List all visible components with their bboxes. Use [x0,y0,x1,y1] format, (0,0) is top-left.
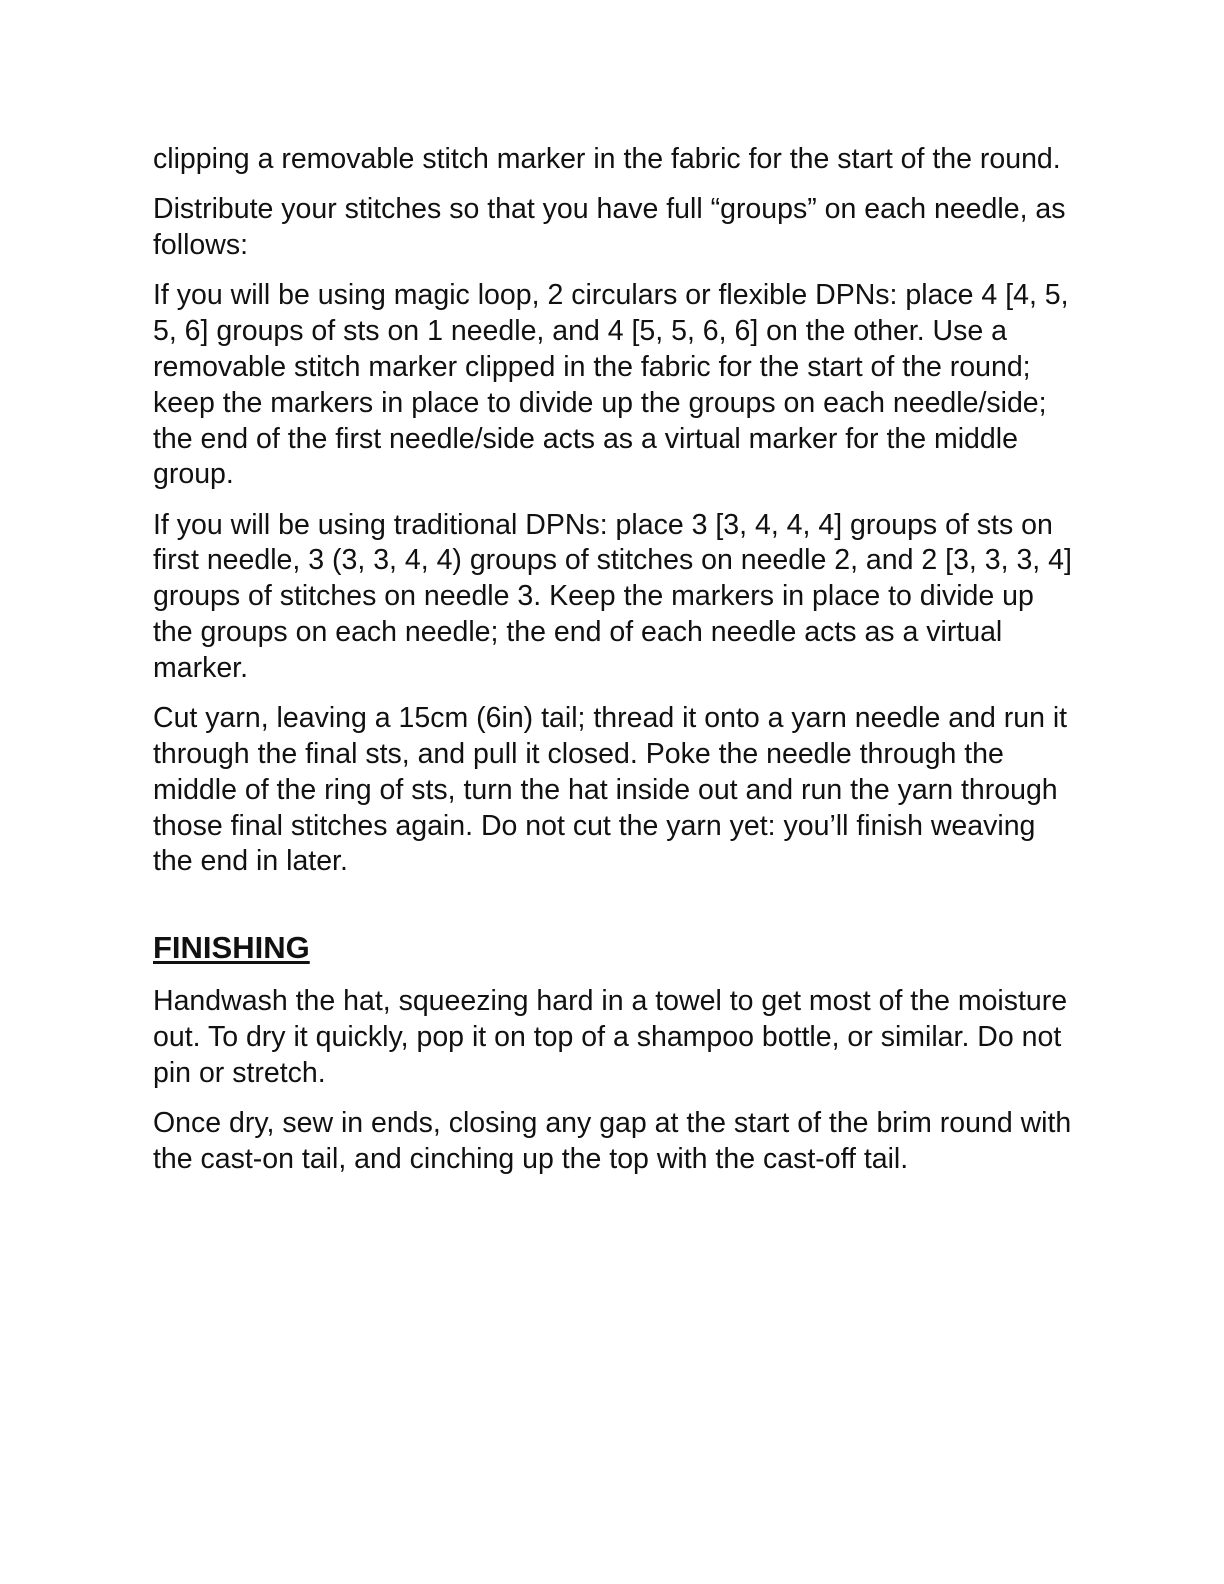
paragraph-cut-yarn-instructions: Cut yarn, leaving a 15cm (6in) tail; thread it onto a yarn needle and run it through the final sts, and pull it closed. Poke the needle through the middle of the ring of sts, turn the hat inside out and run the yarn through those final stitches again. Do not cut the yarn yet: you’ll finish weaving the end in later. [153,702,1068,878]
finishing-heading: FINISHING [153,930,310,966]
paragraph-sew-in-ends-instructions: Once dry, sew in ends, closing any gap at the start of the brim round with the cast-on tail, and cinching up the top with the cast-off tail. [153,1107,1072,1175]
paragraph-distribute-stitches: Distribute your stitches so that you have full “groups” on each needle, as follows: [153,193,1066,262]
paragraph-traditional-dpn-instructions: If you will be using traditional DPNs: place 3 [3, 4, 4, 4] groups of sts on first needle, 3 (3, 3, 4, 4) groups of stitches on needle 2, and 2 [3, 3, 3, 4] groups of stitches on needle 3. Keep the markers in place to divide up the groups on each needle; the end of each needle acts as a virtual marker. [153,508,1072,684]
paragraph-magic-loop-instructions: If you will be using magic loop, 2 circulars or flexible DPNs: place 4 [4, 5, 5, 6] groups of sts on 1 needle, and 4 [5, 5, 6, 6] on the other. Use a removable stitch marker clipped in the fabric for the start of the round; keep the markers in place to divide up the groups on each needle/side; the end of the first needle/side acts as a virtual marker for the middle group. [153,279,1069,491]
paragraph-handwash-instructions: Handwash the hat, squeezing hard in a towel to get most of the moisture out. To dry it quickly, pop it on top of a shampoo bottle, or similar. Do not pin or stretch. [153,985,1068,1089]
document-page [153,142,1073,1192]
paragraph-stitch-marker-continuation: clipping a removable stitch marker in the fabric for the start of the round. [153,143,1061,175]
